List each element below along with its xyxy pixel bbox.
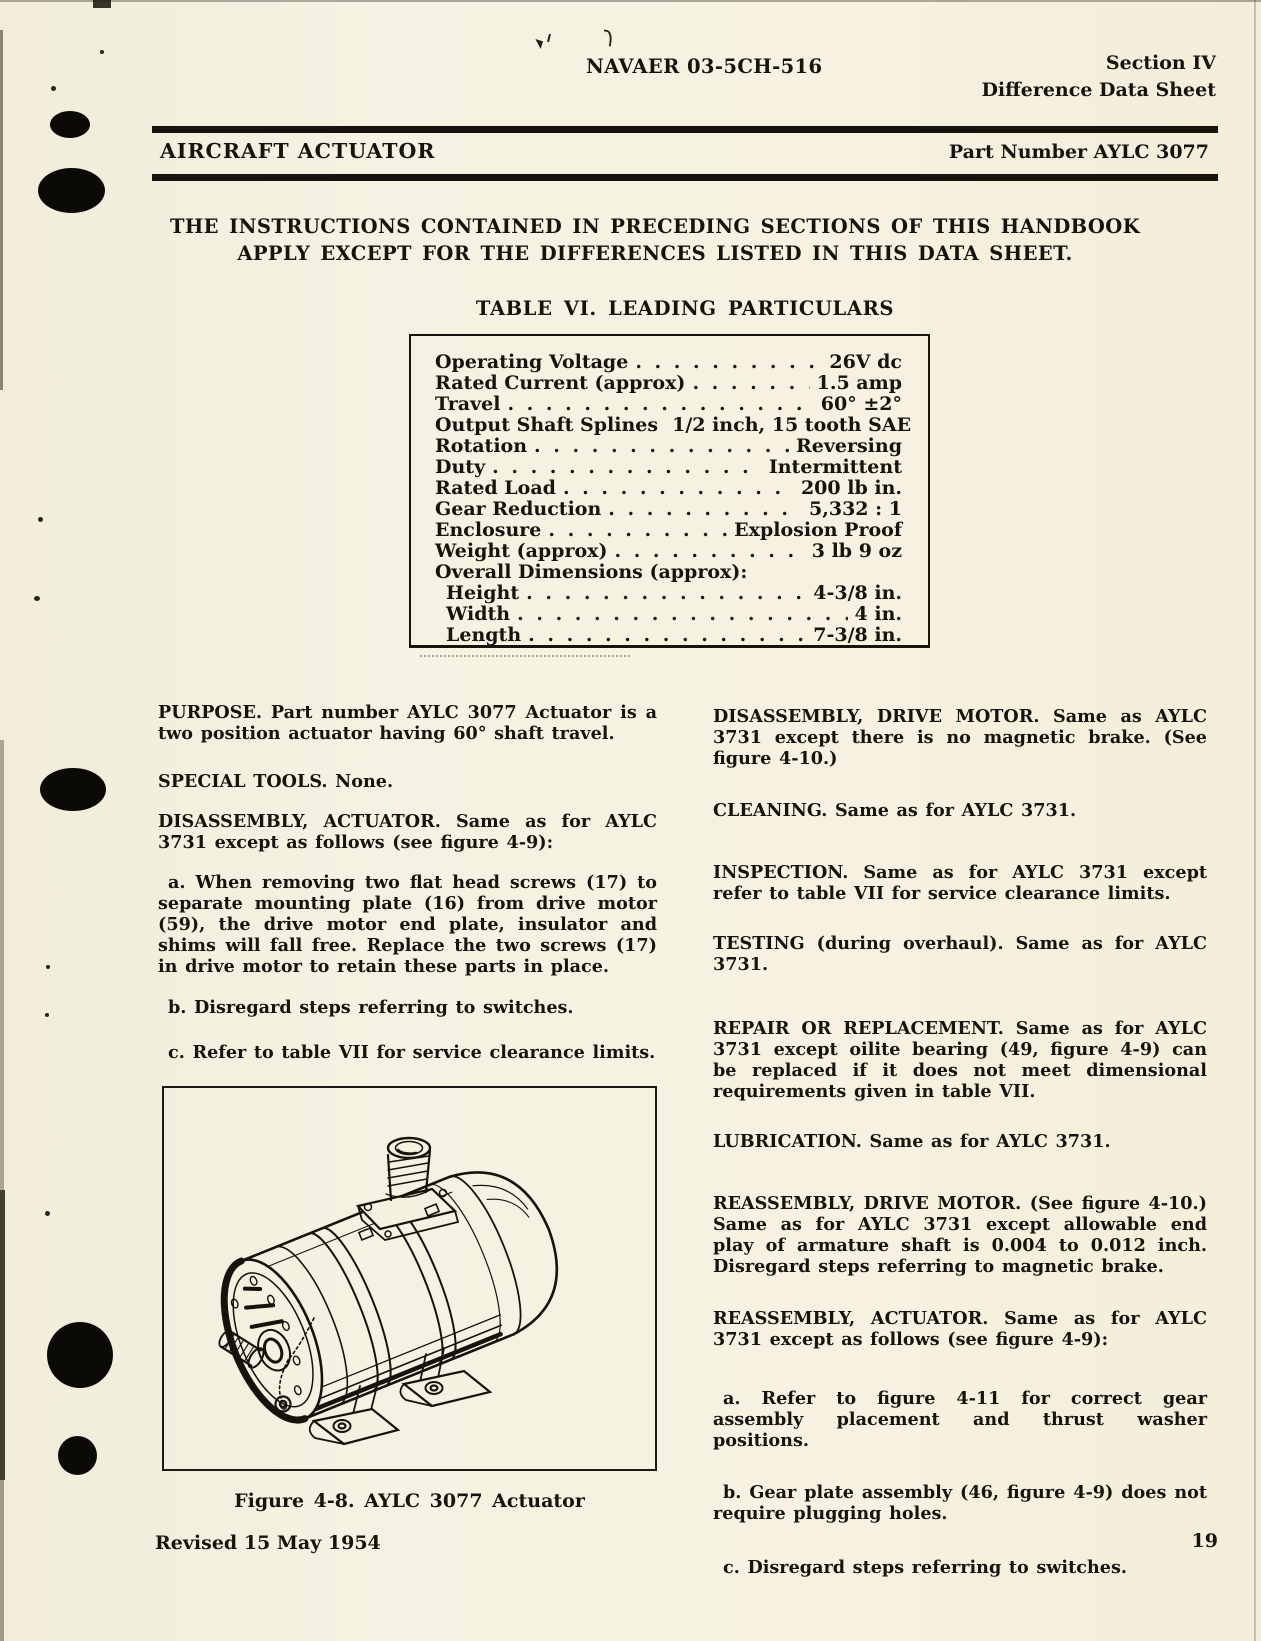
table-row [435,519,902,540]
table-row [435,582,902,603]
dot-leader [517,603,847,625]
row-value: 1/2 inch, 15 tooth SAE [672,414,912,436]
ink-smudge [602,29,613,46]
part-number: Part Number AYLC 3077 [948,141,1209,163]
table-row [435,351,902,372]
reassembly-drive-motor-paragraph: REASSEMBLY, DRIVE MOTOR. (See figure 4-10.) Same as for AYLC 3731 except allowable end play of armature shaft is 0.004 to 0.012 inch. Disregard steps referring to magnetic brake. [713,1193,1207,1277]
ink-speck [100,50,104,54]
dot-leader [528,624,806,646]
step-c-paragraph: c. Refer to table VII for service clearance limits. [168,1042,656,1063]
horizontal-rule [152,126,1218,133]
dot-leader [692,372,809,394]
dot-leader [614,540,804,562]
section-block [981,50,1216,104]
table-row [435,393,902,414]
row-value: 60° ±2° [820,393,902,415]
row-label: Travel [435,393,501,415]
row-value: Explosion Proof [734,519,902,541]
left-text-column [158,702,657,1063]
figure-caption: Figure 4-8. AYLC 3077 Actuator [234,1490,585,1512]
row-label: Enclosure [435,519,542,541]
table-row [435,372,902,393]
row-value: Intermittent [768,456,902,478]
table-row [435,498,902,519]
ink-smudge [533,39,543,49]
step-c-paragraph: c. Disregard steps referring to switches. [723,1557,1127,1578]
punch-mark [38,168,105,213]
scan-edge [93,0,111,8]
step-b-paragraph: b. Gear plate assembly (46, figure 4-9) does not require plugging holes. [713,1482,1207,1524]
ink-speck [51,86,56,91]
scan-edge [0,0,1261,2]
table-row [435,435,902,456]
right-text-column [713,706,1207,1578]
step-b-paragraph: b. Disregard steps referring to switches. [168,997,574,1018]
table-row [435,561,902,582]
row-label: Gear Reduction [435,498,602,520]
table-row [435,540,902,561]
cleaning-paragraph: CLEANING. Same as for AYLC 3731. [713,800,1077,821]
row-label: Overall Dimensions (approx): [435,561,748,583]
scan-edge [0,1190,5,1480]
disassembly-drive-motor-paragraph: DISASSEMBLY, DRIVE MOTOR. Same as AYLC 3731 except there is no magnetic brake. (See figure 4-10.) [713,706,1207,769]
table-row [435,477,902,498]
ink-speck [34,596,40,601]
row-value: 26V dc [829,351,902,373]
row-label: Rated Load [435,477,556,499]
row-label: Height [446,582,520,604]
dot-leader [526,582,806,604]
sheet-type-label: Difference Data Sheet [981,79,1216,101]
dot-leader [635,351,822,373]
row-label: Weight (approx) [435,540,608,562]
row-value: 3 lb 9 oz [811,540,902,562]
table-row [435,414,912,436]
ink-smudge [547,34,551,42]
page-number: 19 [1191,1530,1218,1552]
scan-edge [0,740,4,1190]
applicability-notice [150,213,1160,267]
scan-edge [0,30,3,390]
step-a-paragraph: a. Refer to figure 4-11 for correct gear assembly placement and thrust washer positions. [713,1388,1207,1451]
lubrication-paragraph: LUBRICATION. Same as for AYLC 3731. [713,1131,1111,1152]
scan-edge [0,1480,4,1641]
ink-speck [38,517,43,522]
actuator-illustration [164,1088,654,1468]
row-label: Width [446,603,511,625]
figure-frame [162,1086,657,1471]
revision-date: Revised 15 May 1954 [155,1532,381,1554]
row-value: 200 lb in. [800,477,902,499]
horizontal-rule [152,174,1218,181]
repair-replacement-paragraph: REPAIR OR REPLACEMENT. Same as for AYLC 3731 except oilite bearing (49, figure 4-9) can be replaced if it does not meet dimensional requirements given in table VII. [713,1018,1207,1102]
dot-leader [534,435,789,457]
row-value: Reversing [795,435,902,457]
scan-edge [1254,0,1256,1641]
row-label: Duty [435,456,486,478]
dot-leader [507,393,813,415]
row-value: 1.5 amp [816,372,902,394]
punch-mark [40,768,106,811]
dot-leader [608,498,802,520]
table-row [435,624,902,645]
leading-particulars-table [409,334,930,648]
row-label: Rated Current (approx) [435,372,686,394]
testing-paragraph: TESTING (during overhaul). Same as for AYLC 3731. [713,933,1207,975]
notice-line-1: THE INSTRUCTIONS CONTAINED IN PRECEDING SECTIONS OF THIS HANDBOOK [169,215,1141,238]
dot-leader [563,477,794,499]
page-title: AIRCRAFT ACTUATOR [160,139,436,163]
ink-speck [45,1013,49,1017]
purpose-paragraph: PURPOSE. Part number AYLC 3077 Actuator is a two position actuator having 60° shaft travel. [158,702,657,744]
notice-line-2: APPLY EXCEPT FOR THE DIFFERENCES LISTED IN THIS DATA SHEET. [237,242,1073,265]
row-value: 4 in. [854,603,902,625]
reassembly-actuator-paragraph: REASSEMBLY, ACTUATOR. Same as for AYLC 3731 except as follows (see figure 4-9): [713,1308,1207,1350]
row-label: Length [446,624,522,646]
dot-leader [548,519,727,541]
table-title: TABLE VI. LEADING PARTICULARS [475,297,895,320]
disassembly-actuator-paragraph: DISASSEMBLY, ACTUATOR. Same as for AYLC 3731 except as follows (see figure 4-9): [158,811,657,853]
step-a-paragraph: a. When removing two flat head screws (17) to separate mounting plate (16) from drive motor (59), the drive motor end plate, insulator and shims will fall free. Replace the two screws (17) in drive motor to retain these parts in place. [158,872,657,977]
row-value: 5,332 : 1 [809,498,902,520]
row-label: Output Shaft Splines [435,414,659,436]
ink-speck [46,965,50,969]
row-label: Rotation [435,435,528,457]
scan-artifact-line [420,655,630,657]
document-number: NAVAER 03-5CH-516 [586,55,823,78]
row-value: 7-3/8 in. [813,624,902,646]
table-row [435,456,902,477]
punch-mark [47,1322,113,1388]
ink-speck [45,1211,50,1216]
dot-leader [492,456,762,478]
table-row [435,603,902,624]
row-label: Operating Voltage [435,351,629,373]
inspection-paragraph: INSPECTION. Same as for AYLC 3731 except refer to table VII for service clearance limits. [713,862,1207,904]
section-label: Section IV [1105,52,1216,74]
punch-mark [50,111,90,138]
special-tools-paragraph: SPECIAL TOOLS. None. [158,771,394,792]
punch-mark [58,1436,97,1475]
row-value: 4-3/8 in. [813,582,902,604]
